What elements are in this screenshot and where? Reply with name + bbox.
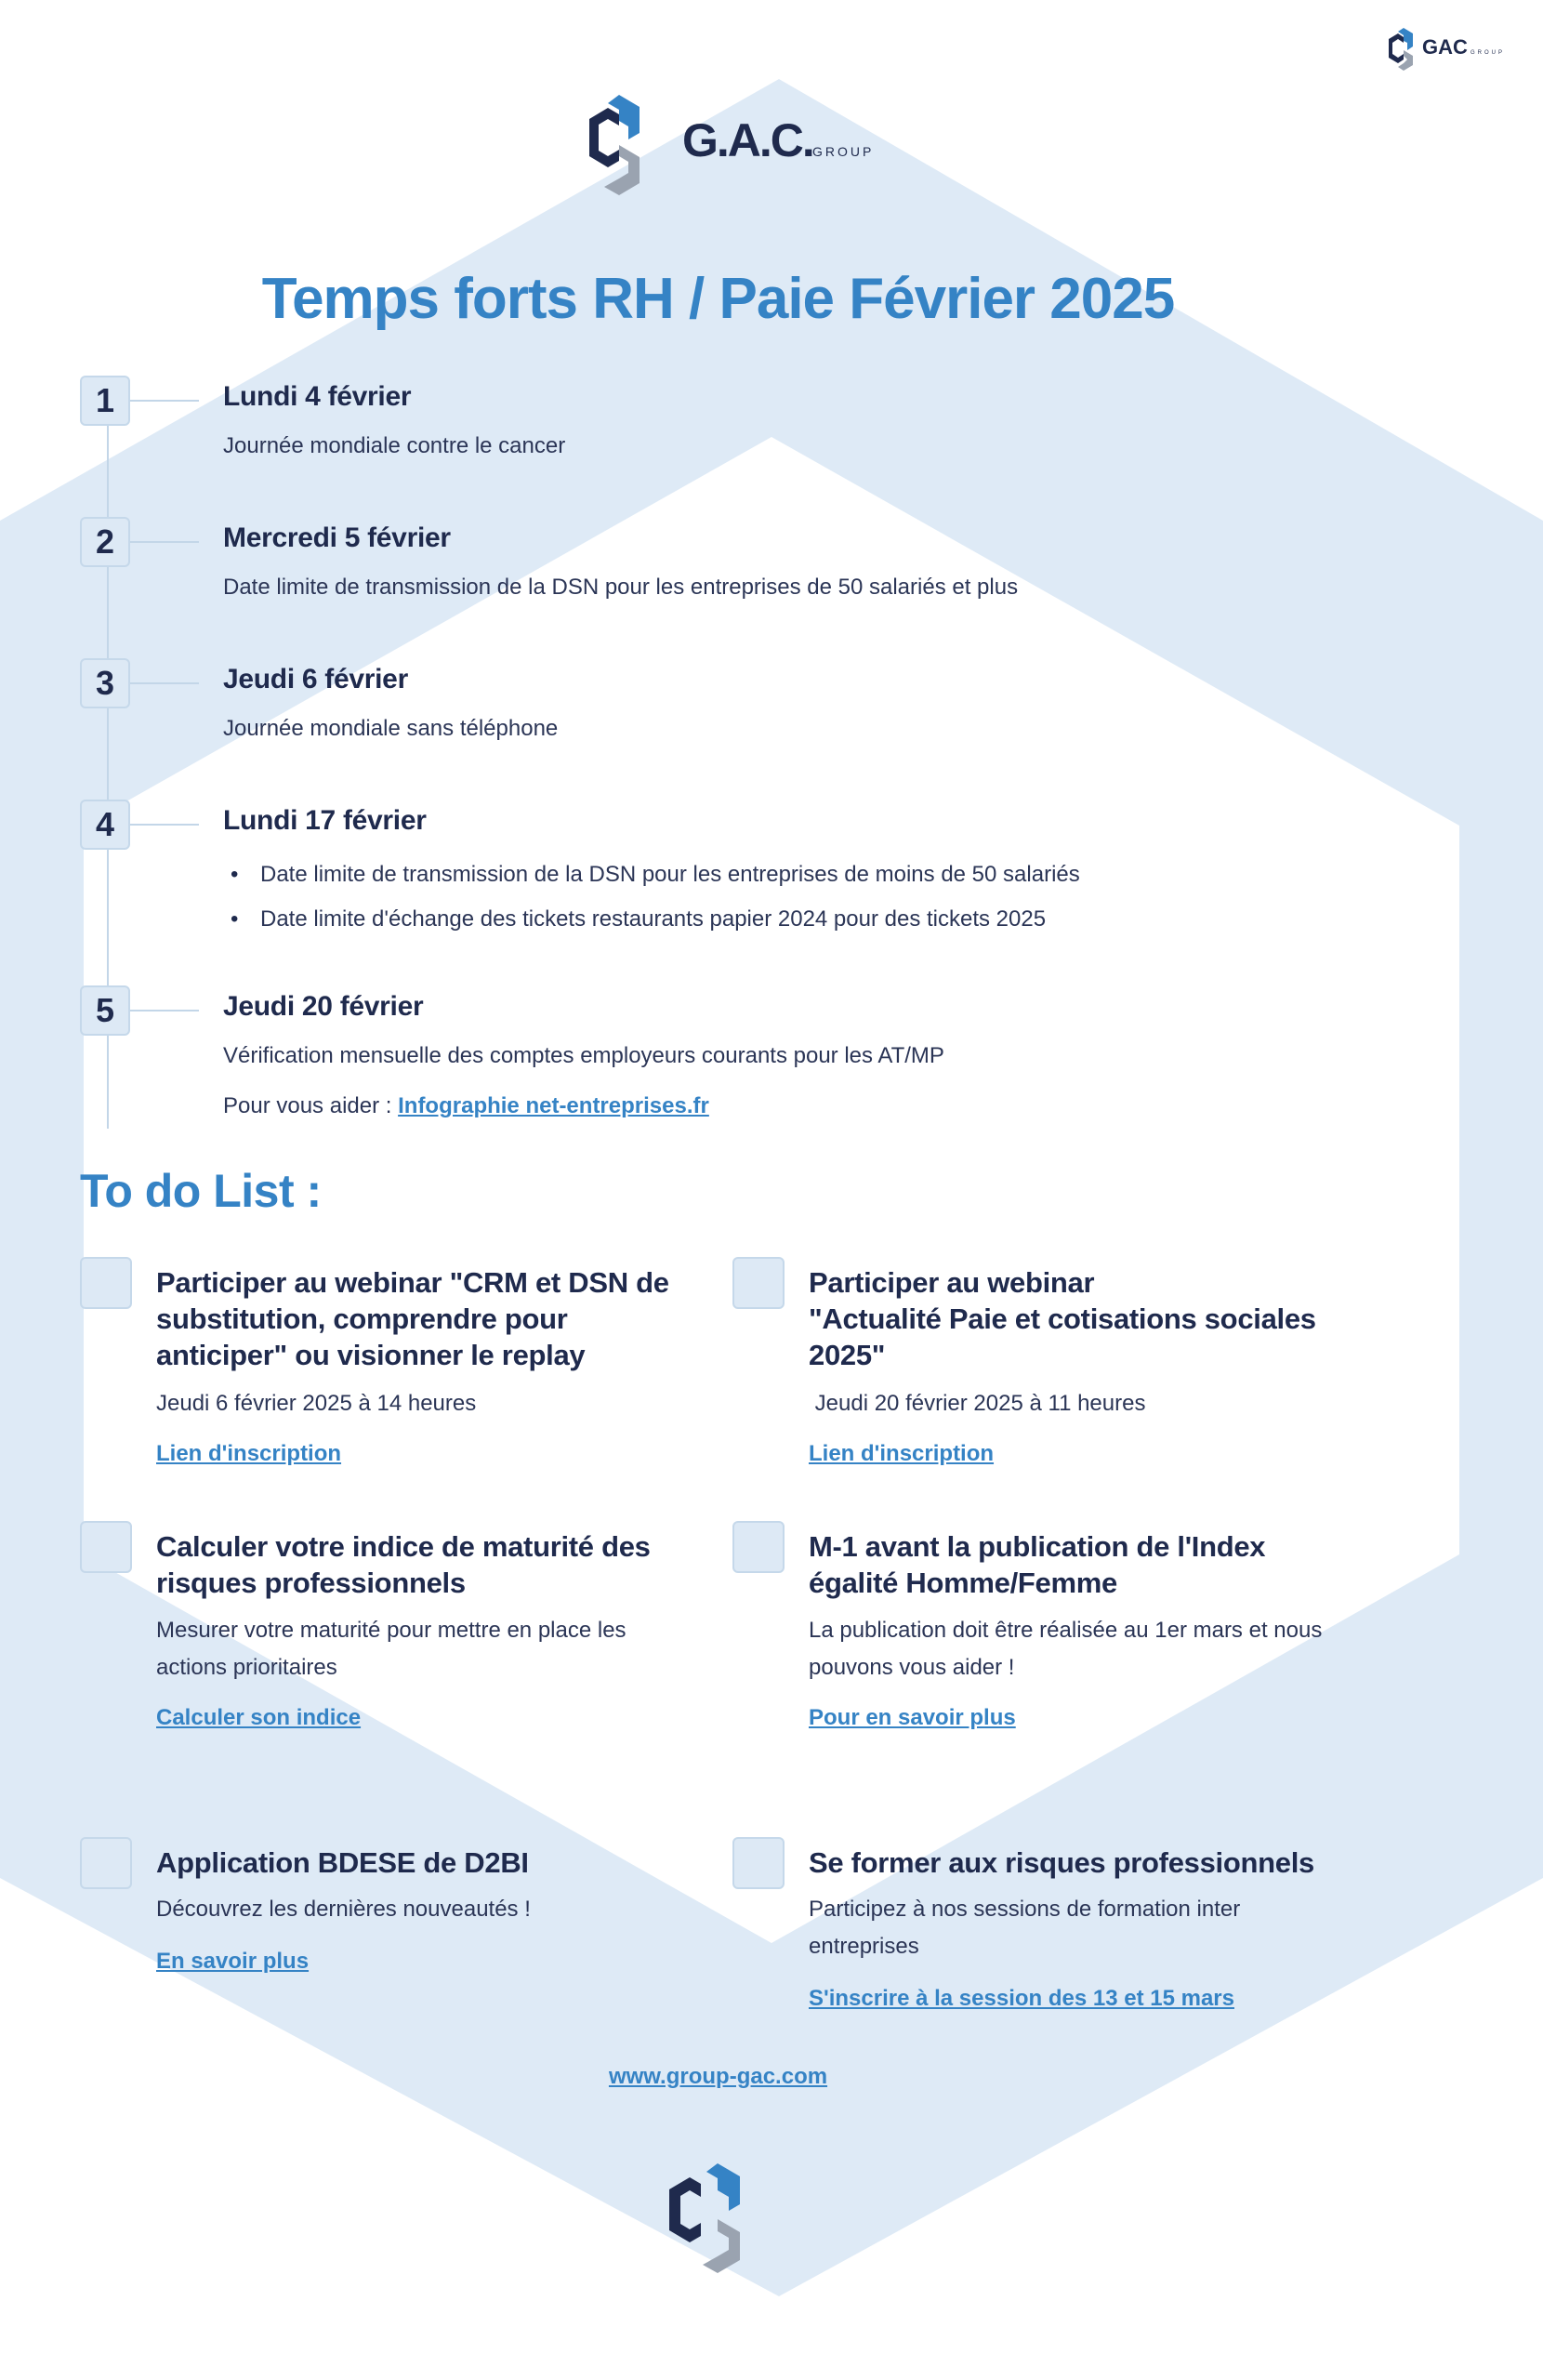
todo-title-line: Participer au webinar (809, 1266, 1095, 1299)
todo-title: Participer au webinar "CRM et DSN de substitution, comprendre pour anticiper" ou visionner le replay (156, 1266, 669, 1371)
timeline-bullet: • Date limite de transmission de la DSN pour les entreprises de moins de 50 salariés (223, 861, 1080, 906)
timeline-number: 1 (80, 376, 130, 426)
timeline-number: 4 (80, 800, 130, 850)
timeline-connector (130, 682, 199, 684)
todo-checkbox[interactable] (732, 1257, 785, 1309)
corner-logo (1376, 22, 1524, 74)
todo-checkbox[interactable] (80, 1521, 132, 1573)
todo-item-paie-webinar (732, 1257, 1327, 1480)
todo-link[interactable]: Pour en savoir plus (809, 1705, 1016, 1730)
todo-link[interactable]: S'inscrire à la session des 13 et 15 mars (809, 1986, 1234, 2011)
bottom-logo (666, 2162, 777, 2282)
todo-item-formation (732, 1837, 1327, 2032)
website-link[interactable]: www.group-gac.com (608, 2064, 828, 2089)
todo-link[interactable]: En savoir plus (156, 1949, 310, 1974)
todo-desc: Jeudi 20 février 2025 à 11 heures (809, 1391, 1146, 1416)
timeline-text: Date limite de transmission de la DSN pour les entreprises de 50 salariés et plus (223, 575, 1019, 600)
todo-desc: La publication doit être réalisée au 1er mars et nous pouvons vous aider ! (809, 1618, 1323, 1680)
main-logo (561, 91, 896, 212)
timeline-bullet: • Date limite d'échange des tickets restaurants papier 2024 pour des tickets 2025 (223, 906, 1080, 950)
todo-checkbox[interactable] (80, 1837, 132, 1889)
timeline-connector (130, 400, 199, 402)
todo-item-bdese (80, 1837, 675, 1995)
todo-checkbox[interactable] (80, 1257, 132, 1309)
todo-title: M-1 avant la publication de l'Index égalité Homme/Femme (809, 1530, 1266, 1599)
infographie-link[interactable]: Infographie net-entreprises.fr (398, 1093, 709, 1118)
timeline-text: Journée mondiale sans téléphone (223, 716, 559, 741)
timeline-date: Lundi 17 février (223, 805, 427, 836)
todo-title (809, 1264, 1348, 1373)
corner-logo-group: GROUP (1470, 50, 1506, 56)
todo-link[interactable]: Calculer son indice (156, 1705, 362, 1730)
todo-title: Calculer votre indice de maturité des risques professionnels (156, 1530, 651, 1599)
timeline-connector (130, 1010, 199, 1012)
todo-checkbox[interactable] (732, 1837, 785, 1889)
todo-link[interactable]: Lien d'inscription (809, 1441, 995, 1466)
todo-desc: Participez à nos sessions de formation inter entreprises (809, 1897, 1241, 1959)
todo-item-crm-webinar (80, 1257, 675, 1480)
gac-hexagon-icon (669, 2163, 740, 2273)
todo-link[interactable]: Lien d'inscription (156, 1441, 342, 1466)
timeline-date: Lundi 4 février (223, 381, 412, 412)
todo-title-line: 2025" (809, 1339, 886, 1371)
logo-group-label: GROUP (812, 144, 875, 159)
todo-desc: Mesurer votre maturité pour mettre en place les actions prioritaires (156, 1618, 626, 1680)
todo-title: Se former aux risques professionnels (809, 1846, 1314, 1879)
corner-logo-name: GAC (1422, 35, 1468, 59)
timeline-connector (130, 541, 199, 543)
logo-name: G.A.C. (682, 114, 813, 166)
todo-heading: To do List : (80, 1165, 322, 1217)
todo-item-index-egalite (732, 1521, 1327, 1744)
timeline-date: Mercredi 5 février (223, 522, 451, 553)
timeline-number: 5 (80, 985, 130, 1036)
page-title: Temps forts RH / Paie Février 2025 (261, 267, 1175, 331)
timeline-connector (130, 824, 199, 826)
timeline-date: Jeudi 20 février (223, 991, 424, 1022)
timeline-text: Vérification mensuelle des comptes employeurs courants pour les AT/MP (223, 1043, 944, 1068)
timeline-bullet-list (223, 861, 1080, 950)
todo-desc: Jeudi 6 février 2025 à 14 heures (156, 1391, 477, 1416)
timeline-number: 3 (80, 658, 130, 708)
todo-checkbox[interactable] (732, 1521, 785, 1573)
timeline-help-prefix: Pour vous aider : (223, 1093, 399, 1118)
todo-title-line: "Actualité Paie et cotisations sociales (809, 1302, 1316, 1335)
timeline-date: Jeudi 6 février (223, 664, 408, 694)
todo-title: Application BDESE de D2BI (156, 1846, 529, 1879)
timeline-help (223, 1093, 709, 1119)
timeline-number: 2 (80, 517, 130, 567)
gac-hexagon-icon (589, 95, 640, 195)
timeline-text: Journée mondiale contre le cancer (223, 433, 566, 458)
todo-item-maturite (80, 1521, 675, 1744)
todo-desc: Découvrez les dernières nouveautés ! (156, 1897, 531, 1922)
